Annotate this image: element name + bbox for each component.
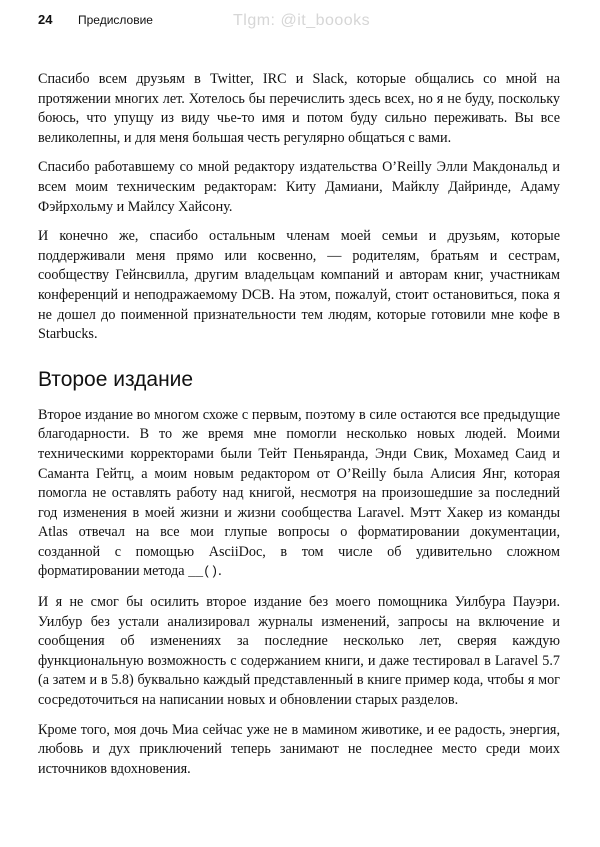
paragraph-thanks-editors: Спасибо работавшему со мной редактору издательства O’Reilly Элли Макдональд и всем моим техническим редакторам: Киту Дамиани, Майклу Дайринде, Адаму Фэйрхольму и Майлсу Хайсону. bbox=[38, 159, 560, 215]
paragraph-second-edition-end: . bbox=[218, 563, 222, 580]
paragraph-second-edition bbox=[38, 406, 560, 583]
inline-code: __() bbox=[188, 565, 219, 580]
section-heading: Второе издание bbox=[38, 367, 194, 391]
paragraph-thanks-family: И конечно же, спасибо остальным членам моей семьи и друзьям, которые поддерживали меня прямо или косвенно, — родителям, братьям и сестрам, сообществу Гейнсвилла, другим владельцам компаний и авторам книг, участникам конференций и неподражаемому DCB. На этом, пожалуй, стоит остановиться, пока я не дошел до поименной признательности тем людям, которые готовили мне кофе в Starbucks. bbox=[38, 228, 560, 343]
running-header bbox=[38, 10, 558, 32]
running-head-title: Предисловие bbox=[78, 13, 153, 27]
paragraph-thanks-friends: Спасибо всем друзьям в Twitter, IRC и Slack, которые общались со мной на протяжении многих лет. Хотелось бы перечислить здесь всех, но я не буду, поскольку боюсь, что упущу из виду чье-то имя и потом буду сильно переживать. Вы все великолепны, и для меня большая честь регулярно общаться с вами. bbox=[38, 71, 560, 146]
page-number: 24 bbox=[38, 12, 53, 27]
paragraph-second-edition-text: Второе издание во многом схоже с первым, поэтому в силе остаются все предыдущие благодарности. В то же время мне помогли несколько новых людей. Моими техническими корректорами были Тейт Пеньяранда, Энди Свик, Мохамед Саид и Саманта Гейтц, а моим новым редактором от O’Reilly была Алисия Янг, которая помогла не оставлять работу над книгой, несмотря на произошедшие за последний год изменения в моей жизни и жизни сообщества Laravel. Мэтт Хакер из команды Atlas отвечал на все мои глупые вопросы о форматировании документации, созданной с помощью AsciiDoc, в том числе об удивительно сложном форматировании метода bbox=[38, 406, 560, 580]
page-body bbox=[38, 70, 560, 779]
paragraph-assistant: И я не смог бы осилить второе издание без моего помощника Уилбура Пауэри. Уилбур без устали анализировал журналы изменений, запросы на включение и сообщения об изменениях за последние несколько лет, сверяя каждую функциональную возможность с содержанием книги, и даже тестировал в Laravel 5.7 (а затем и в 5.8) буквально каждый представленный в книге пример кода, чтобы я мог сосредоточиться на написании новых и обновлении старых разделов. bbox=[38, 594, 560, 709]
watermark: Tlgm: @it_boooks bbox=[233, 12, 371, 29]
paragraph-daughter: Кроме того, моя дочь Миа сейчас уже не в мамином животике, и ее радость, энергия, любовь и дух приключений теперь занимают не последнее место среди моих источников вдохновения. bbox=[38, 721, 560, 777]
